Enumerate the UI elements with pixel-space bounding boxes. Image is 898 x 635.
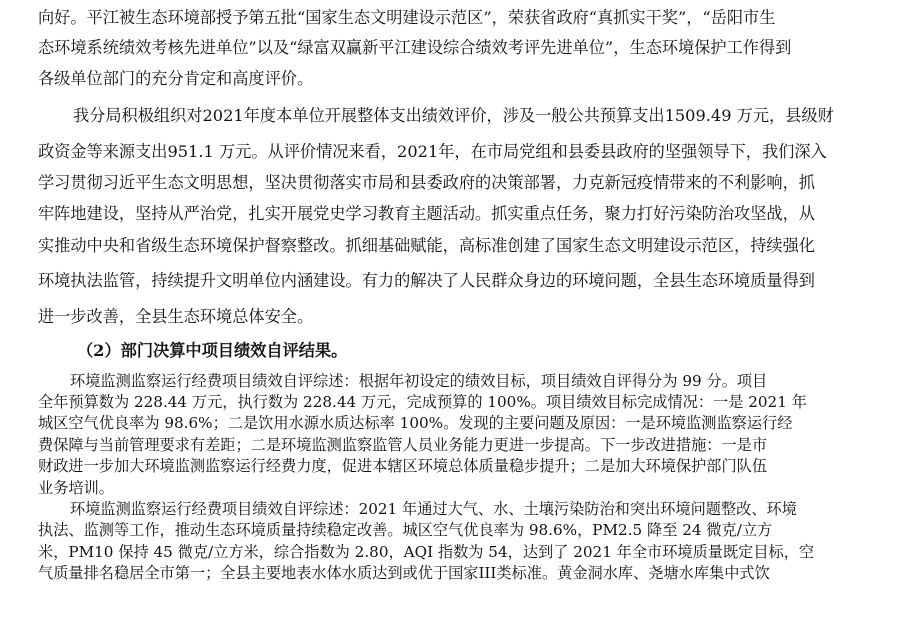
text-line: 环境监测监察运行经费项目绩效自评综述：根据年初设定的绩效目标，项目绩效自评得分为 99 分。项目 <box>70 372 768 390</box>
text-line: 进一步改善，全县生态环境总体安全。 <box>38 307 314 326</box>
text-line: 各级单位部门的充分肯定和高度评价。 <box>38 69 314 88</box>
text-line: 牢阵地建设，坚持从严治党，扎实开展党史学习教育主题活动。抓实重点任务，聚力打好污染防治攻坚战，从 <box>38 204 815 223</box>
text-line: 向好。平江被生态环境部授予第五批“国家生态文明建设示范区”，荣获省政府“真抓实干奖”，“岳阳市生 <box>38 8 776 27</box>
text-line: 环境执法监管，持续提升文明单位内涵建设。有力的解决了人民群众身边的环境问题，全县生态环境质量得到 <box>38 271 815 290</box>
text-line: 业务培训。 <box>38 479 114 497</box>
text-line: 态环境系统绩效考核先进单位”以及“绿富双赢新平江建设综合绩效考评先进单位”，生态环境保护工作得到 <box>38 38 792 57</box>
text-line: 城区空气优良率为 98.6%；二是饮用水源水质达标率 100%。发现的主要问题及原因：一是环境监测监察运行经 <box>38 414 793 432</box>
text-line: 费保障与当前管理要求有差距；二是环境监测监察监管人员业务能力更进一步提高。下一步改进措施：一是市 <box>38 436 767 454</box>
text-line: 全年预算数为 228.44 万元，执行数为 228.44 万元，完成预算的 100%。项目绩效目标完成情况：一是 2021 年 <box>38 393 807 411</box>
section-heading: （2）部门决算中项目绩效自评结果。 <box>77 341 348 360</box>
text-line: 环境监测监察运行经费项目绩效自评综述：2021 年通过大气、水、土壤污染防治和突出环境问题整改、环境 <box>70 500 797 518</box>
text-line: 气质量排名稳居全市第一；全县主要地表水体水质达到或优于国家III类标准。黄金洞水库、尧塘水库集中式饮 <box>38 564 770 582</box>
text-line: 学习贯彻习近平生态文明思想，坚决贯彻落实市局和县委政府的决策部署，力克新冠疫情带来的不利影响，抓 <box>38 173 815 192</box>
text-line: 我分局积极组织对2021年度本单位开展整体支出绩效评价，涉及一般公共预算支出1509.49 万元，县级财 <box>73 106 834 125</box>
text-line: 政资金等来源支出951.1 万元。从评价情况来看，2021年，在市局党组和县委县政府的坚强领导下，我们深入 <box>38 142 827 161</box>
text-line: 实推动中央和省级生态环境保护督察整改。抓细基础赋能，高标准创建了国家生态文明建设示范区，持续强化 <box>38 236 815 255</box>
text-line: 执法、监测等工作，推动生态环境质量持续稳定改善。城区空气优良率为 98.6%，PM2.5 降至 24 微克/立方 <box>38 521 773 539</box>
text-line: 财政进一步加大环境监测监察运行经费力度，促进本辖区环境总体质量稳步提升；二是加大环境保护部门队伍 <box>38 457 767 475</box>
text-line: 米，PM10 保持 45 微克/立方米，综合指数为 2.80，AQI 指数为 54，达到了 2021 年全市环境质量既定目标，空 <box>38 543 815 561</box>
